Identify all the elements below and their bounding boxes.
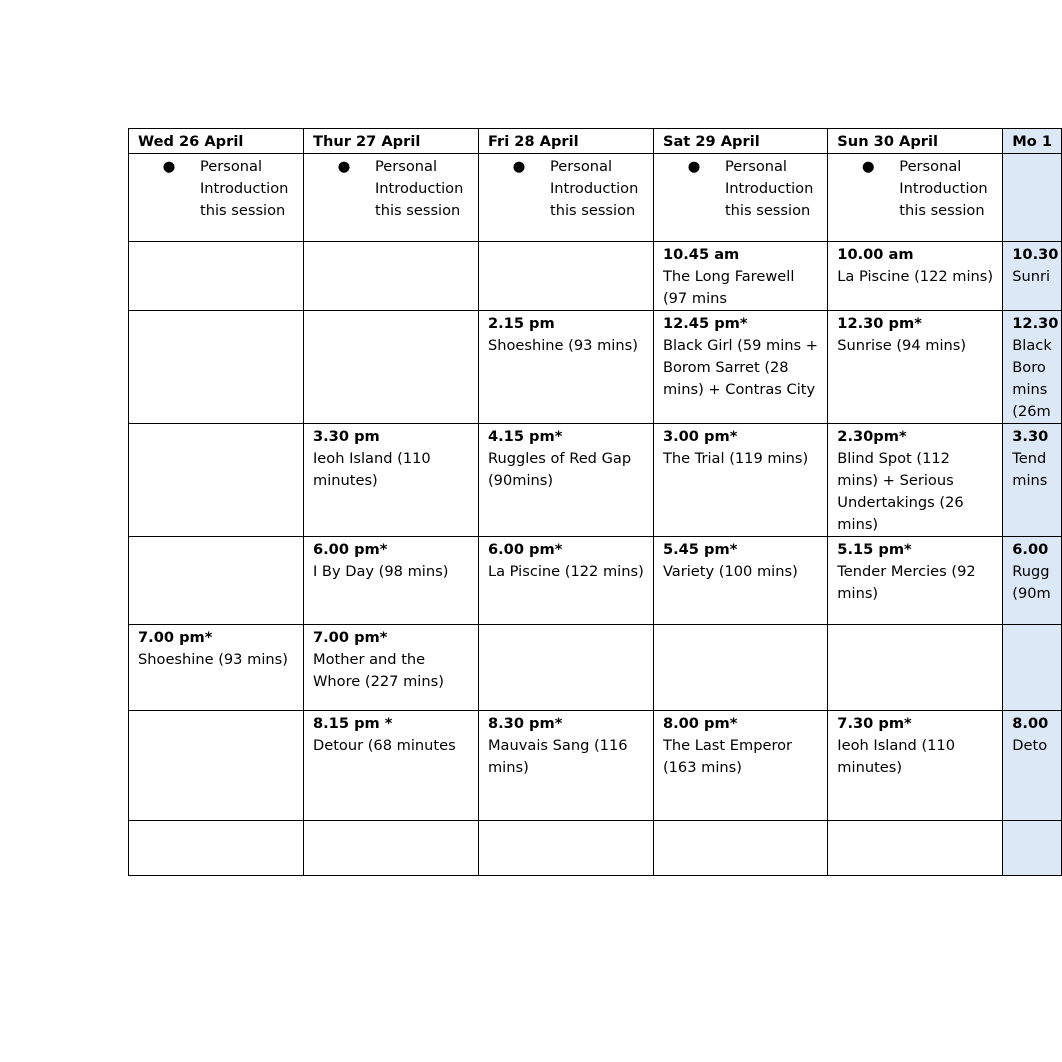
schedule-body bbox=[129, 154, 1062, 876]
screening-cell bbox=[129, 625, 304, 711]
screening-cell bbox=[828, 711, 1003, 821]
screening-time: 7.00 pm* bbox=[138, 629, 213, 646]
screening-cell bbox=[653, 711, 827, 821]
film-title: Tend mins bbox=[1012, 450, 1048, 489]
screening-time: 6.00 pm* bbox=[487, 541, 563, 558]
screening-time: 3.00 pm* bbox=[662, 428, 738, 445]
bullet-icon: ● bbox=[687, 158, 701, 175]
film-title: The Last Emperor (163 mins) bbox=[662, 737, 793, 776]
intro-text: Personal Introduction this session bbox=[200, 158, 289, 219]
screening-cell bbox=[1003, 424, 1062, 537]
header-thu: Thur 27 April bbox=[303, 129, 478, 154]
intro-row bbox=[129, 154, 1062, 242]
intro-text: Personal Introduction this session bbox=[549, 158, 639, 219]
film-title: I By Day (98 mins) bbox=[312, 563, 449, 580]
screening-cell bbox=[828, 821, 1003, 876]
screening-cell bbox=[478, 424, 653, 537]
film-title: Variety (100 mins) bbox=[662, 563, 798, 580]
film-title: Rugg (90m bbox=[1012, 563, 1051, 602]
film-title: Mother and the Whore (227 mins) bbox=[312, 651, 444, 690]
film-title: Ieoh Island (110 minutes) bbox=[837, 737, 956, 776]
header-mon: Mo 1 bbox=[1003, 129, 1062, 154]
header-sat: Sat 29 April bbox=[653, 129, 827, 154]
screening-cell bbox=[653, 242, 827, 311]
screening-cell bbox=[653, 625, 827, 711]
film-title: Detour (68 minutes bbox=[312, 737, 456, 754]
film-title: Shoeshine (93 mins) bbox=[138, 651, 288, 668]
film-title: Sunrise (94 mins) bbox=[837, 337, 967, 354]
screening-cell bbox=[653, 537, 827, 625]
screening-cell bbox=[653, 424, 827, 537]
screening-cell bbox=[303, 242, 478, 311]
intro-cell bbox=[129, 154, 304, 242]
screening-time: 3.30 pm bbox=[312, 428, 380, 445]
intro-cell bbox=[303, 154, 478, 242]
screening-time: 7.30 pm* bbox=[837, 715, 912, 732]
screening-time: 3.30 bbox=[1012, 428, 1049, 445]
schedule-header bbox=[129, 129, 1062, 154]
bullet-icon: ● bbox=[162, 158, 176, 175]
screening-time: 10.45 am bbox=[662, 246, 740, 263]
screening-cell bbox=[828, 424, 1003, 537]
screening-time: 12.30 bbox=[1012, 315, 1059, 332]
screening-time: 4.15 pm* bbox=[487, 428, 563, 445]
screening-cell bbox=[828, 242, 1003, 311]
screening-cell bbox=[478, 711, 653, 821]
schedule-table bbox=[128, 128, 1062, 876]
header-fri: Fri 28 April bbox=[478, 129, 653, 154]
screening-cell bbox=[478, 625, 653, 711]
screening-cell bbox=[828, 311, 1003, 424]
film-title: Ruggles of Red Gap (90mins) bbox=[487, 450, 632, 489]
screening-row bbox=[129, 311, 1062, 424]
film-title: Black Boro mins (26m bbox=[1012, 337, 1052, 420]
screening-time: 2.30pm* bbox=[837, 428, 907, 445]
screening-time: 12.45 pm* bbox=[662, 315, 748, 332]
screening-cell bbox=[478, 821, 653, 876]
screening-time: 10.30 bbox=[1012, 246, 1059, 263]
screening-cell bbox=[129, 711, 304, 821]
screening-row bbox=[129, 537, 1062, 625]
film-title: Black Girl (59 mins + Borom Sarret (28 mins) + Contras City bbox=[662, 337, 819, 398]
intro-cell bbox=[653, 154, 827, 242]
screening-cell bbox=[828, 625, 1003, 711]
bullet-icon: ● bbox=[861, 158, 875, 175]
screening-time: 8.00 bbox=[1012, 715, 1049, 732]
screening-row bbox=[129, 711, 1062, 821]
screening-time: 6.00 bbox=[1012, 541, 1049, 558]
screening-time: 10.00 am bbox=[837, 246, 914, 263]
screening-time: 6.00 pm* bbox=[312, 541, 388, 558]
screening-time: 8.30 pm* bbox=[487, 715, 563, 732]
intro-cell-empty bbox=[1003, 154, 1062, 242]
film-title: The Long Farewell (97 mins bbox=[662, 268, 795, 307]
screening-row bbox=[129, 821, 1062, 876]
header-sun: Sun 30 April bbox=[828, 129, 1003, 154]
screening-time: 5.45 pm* bbox=[662, 541, 738, 558]
screening-cell bbox=[478, 311, 653, 424]
film-title: La Piscine (122 mins) bbox=[837, 268, 994, 285]
screening-cell bbox=[478, 537, 653, 625]
screening-cell bbox=[303, 424, 478, 537]
film-title: Ieoh Island (110 minutes) bbox=[312, 450, 431, 489]
film-title: La Piscine (122 mins) bbox=[487, 563, 644, 580]
screening-cell bbox=[653, 311, 827, 424]
film-title: The Trial (119 mins) bbox=[662, 450, 809, 467]
screening-cell bbox=[1003, 711, 1062, 821]
screening-cell bbox=[303, 311, 478, 424]
bullet-icon: ● bbox=[337, 158, 351, 175]
screening-cell bbox=[478, 242, 653, 311]
screening-cell bbox=[129, 242, 304, 311]
screening-cell bbox=[129, 424, 304, 537]
film-title: Blind Spot (112 mins) + Serious Undertakings (26 mins) bbox=[837, 450, 964, 533]
bullet-icon: ● bbox=[512, 158, 526, 175]
screening-row bbox=[129, 625, 1062, 711]
screening-cell bbox=[828, 537, 1003, 625]
screening-cell bbox=[129, 311, 304, 424]
screening-cell bbox=[303, 821, 478, 876]
screening-time: 12.30 pm* bbox=[837, 315, 922, 332]
screening-time: 7.00 pm* bbox=[312, 629, 388, 646]
screening-cell bbox=[653, 821, 827, 876]
screening-row bbox=[129, 242, 1062, 311]
screening-cell bbox=[1003, 537, 1062, 625]
screening-cell bbox=[1003, 311, 1062, 424]
screening-cell bbox=[1003, 242, 1062, 311]
header-wed: Wed 26 April bbox=[129, 129, 304, 154]
intro-cell bbox=[478, 154, 653, 242]
film-title: Deto bbox=[1012, 737, 1048, 754]
film-title: Mauvais Sang (116 mins) bbox=[487, 737, 628, 776]
intro-text: Personal Introduction this session bbox=[374, 158, 464, 219]
screening-row bbox=[129, 424, 1062, 537]
screening-cell bbox=[1003, 821, 1062, 876]
film-title: Sunri bbox=[1012, 268, 1051, 285]
screening-cell bbox=[129, 537, 304, 625]
intro-text: Personal Introduction this session bbox=[899, 158, 988, 219]
screening-time: 2.15 pm bbox=[487, 315, 555, 332]
film-title: Tender Mercies (92 mins) bbox=[837, 563, 976, 602]
screening-time: 8.15 pm * bbox=[312, 715, 393, 732]
intro-cell bbox=[828, 154, 1003, 242]
intro-text: Personal Introduction this session bbox=[724, 158, 814, 219]
screening-cell bbox=[303, 711, 478, 821]
screening-cell bbox=[129, 821, 304, 876]
screening-cell bbox=[1003, 625, 1062, 711]
screening-time: 8.00 pm* bbox=[662, 715, 738, 732]
screening-cell bbox=[303, 537, 478, 625]
screening-time: 5.15 pm* bbox=[837, 541, 912, 558]
film-title: Shoeshine (93 mins) bbox=[487, 337, 638, 354]
header-row bbox=[129, 129, 1062, 154]
screening-cell bbox=[303, 625, 478, 711]
